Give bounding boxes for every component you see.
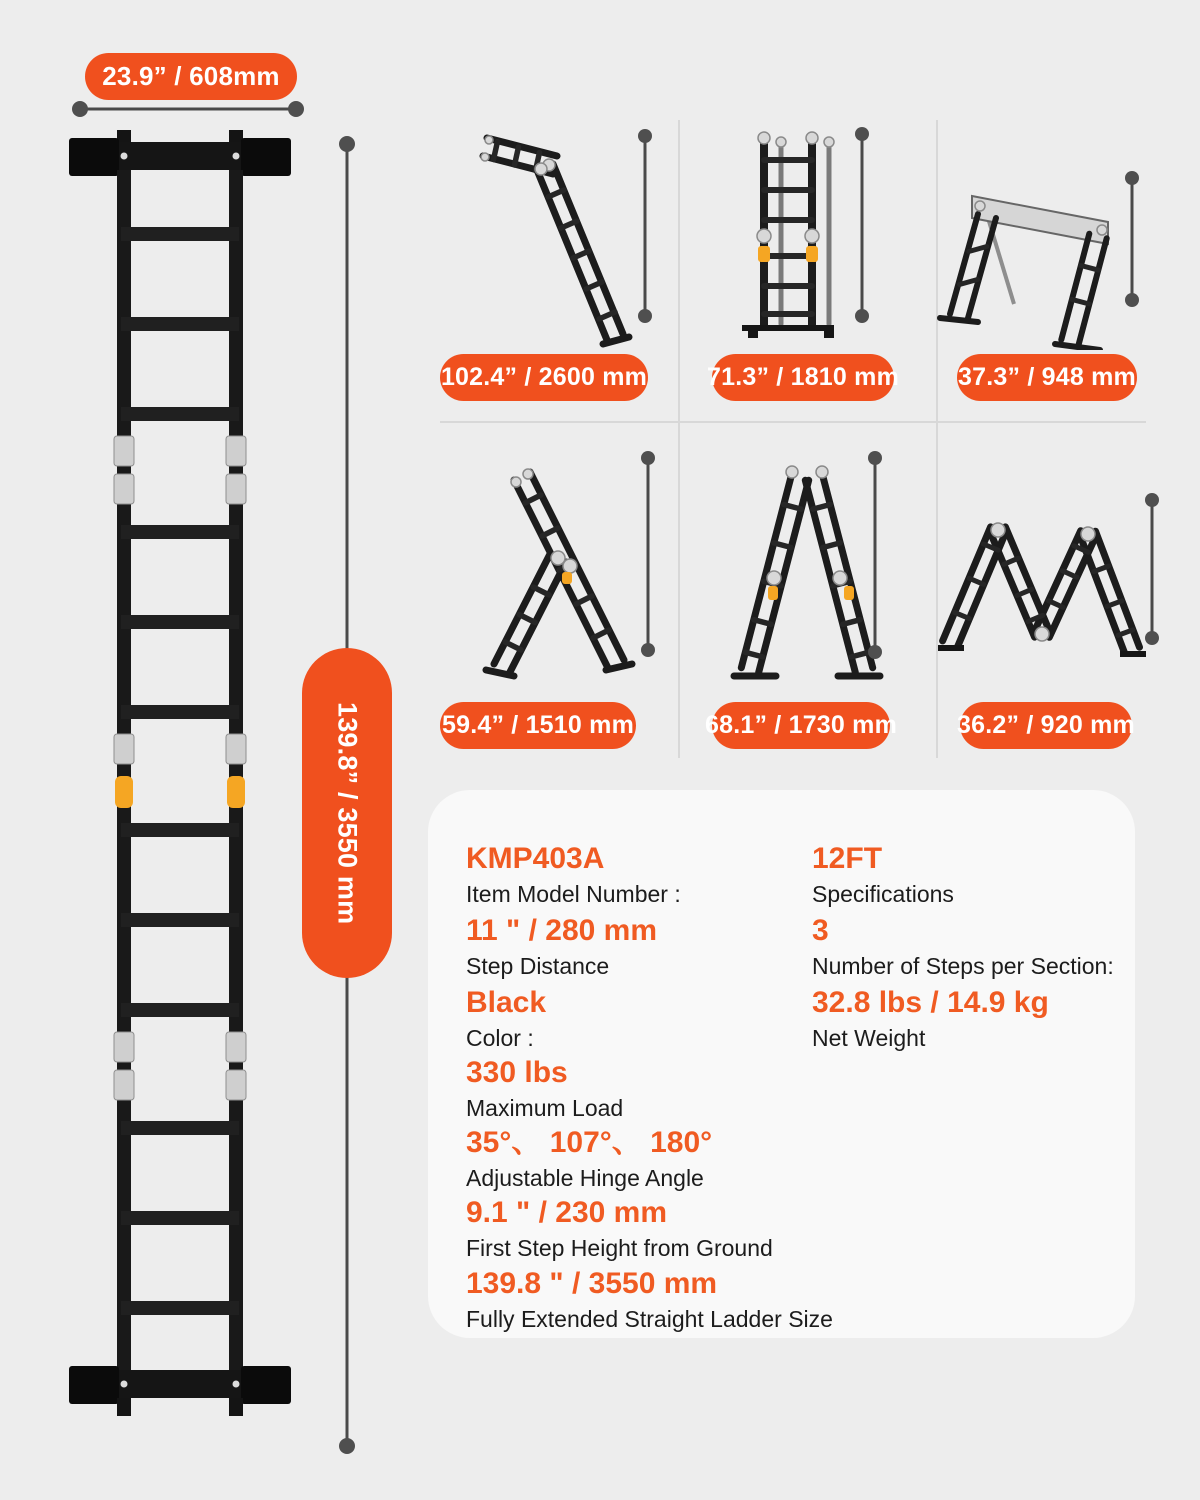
width-dimension-badge: 23.9” / 608mm [85, 53, 297, 100]
specifications-card [428, 790, 1135, 1338]
spec-extended-size [466, 1267, 833, 1333]
spec-value: KMP403A [466, 842, 605, 875]
spec-net-weight [812, 986, 1049, 1052]
config-figure-stepladder-extension [430, 438, 672, 690]
spec-value: 11 " / 280 mm [466, 914, 658, 947]
spec-first-step-height [466, 1196, 773, 1262]
height-dimension-badge [302, 648, 392, 978]
spec-value: Black [466, 986, 547, 1019]
config-figure-folded [936, 438, 1162, 690]
config-figure-leaning-extension [430, 118, 672, 350]
spec-value: 35°、 107°、 180° [466, 1126, 713, 1159]
config-figure-twin-straight [678, 118, 936, 350]
spec-color [466, 986, 546, 1052]
spec-label: Number of Steps per Section: [812, 953, 1114, 979]
spec-label: Color : [466, 1025, 534, 1051]
spec-hinge-angle [466, 1126, 712, 1192]
spec-value: 12FT [812, 842, 883, 875]
spec-max-load [466, 1056, 623, 1122]
config-badge-extension: 102.4” / 2600 mm [440, 354, 648, 401]
straight-ladder-figure [55, 130, 305, 1430]
spec-height-class [812, 842, 954, 908]
config-badge-folded: 36.2” / 920 mm [960, 702, 1132, 749]
spec-step-distance [466, 914, 657, 980]
spec-label: Maximum Load [466, 1095, 624, 1121]
config-badge-a-frame: 68.1” / 1730 mm [712, 702, 890, 749]
config-badge-twin-straight: 71.3” / 1810 mm [712, 354, 894, 401]
spec-label: Fully Extended Straight Ladder Size [466, 1306, 833, 1332]
grid-divider-horizontal [440, 421, 1146, 423]
config-badge-stepladder-extension: 59.4” / 1510 mm [440, 702, 636, 749]
spec-label: First Step Height from Ground [466, 1235, 773, 1261]
spec-value: 330 lbs [466, 1056, 568, 1089]
spec-value: 3 [812, 914, 829, 947]
spec-label: Specifications [812, 881, 954, 907]
config-badge-scaffold: 37.3” / 948 mm [957, 354, 1137, 401]
spec-value: 32.8 lbs / 14.9 kg [812, 986, 1049, 1019]
spec-label: Item Model Number : [466, 881, 681, 907]
spec-label: Step Distance [466, 953, 610, 979]
spec-label: Adjustable Hinge Angle [466, 1165, 704, 1191]
spec-value: 139.8 " / 3550 mm [466, 1267, 718, 1300]
spec-steps-per-section [812, 914, 1114, 980]
config-figure-scaffold-platform [936, 118, 1162, 350]
width-dimension-line [68, 96, 308, 122]
height-dimension-text: 139.8” / 3550 mm [332, 701, 363, 925]
config-figure-a-frame [678, 438, 936, 690]
spec-label: Net Weight [812, 1025, 926, 1051]
spec-value: 9.1 " / 230 mm [466, 1196, 668, 1229]
spec-model [466, 842, 681, 908]
